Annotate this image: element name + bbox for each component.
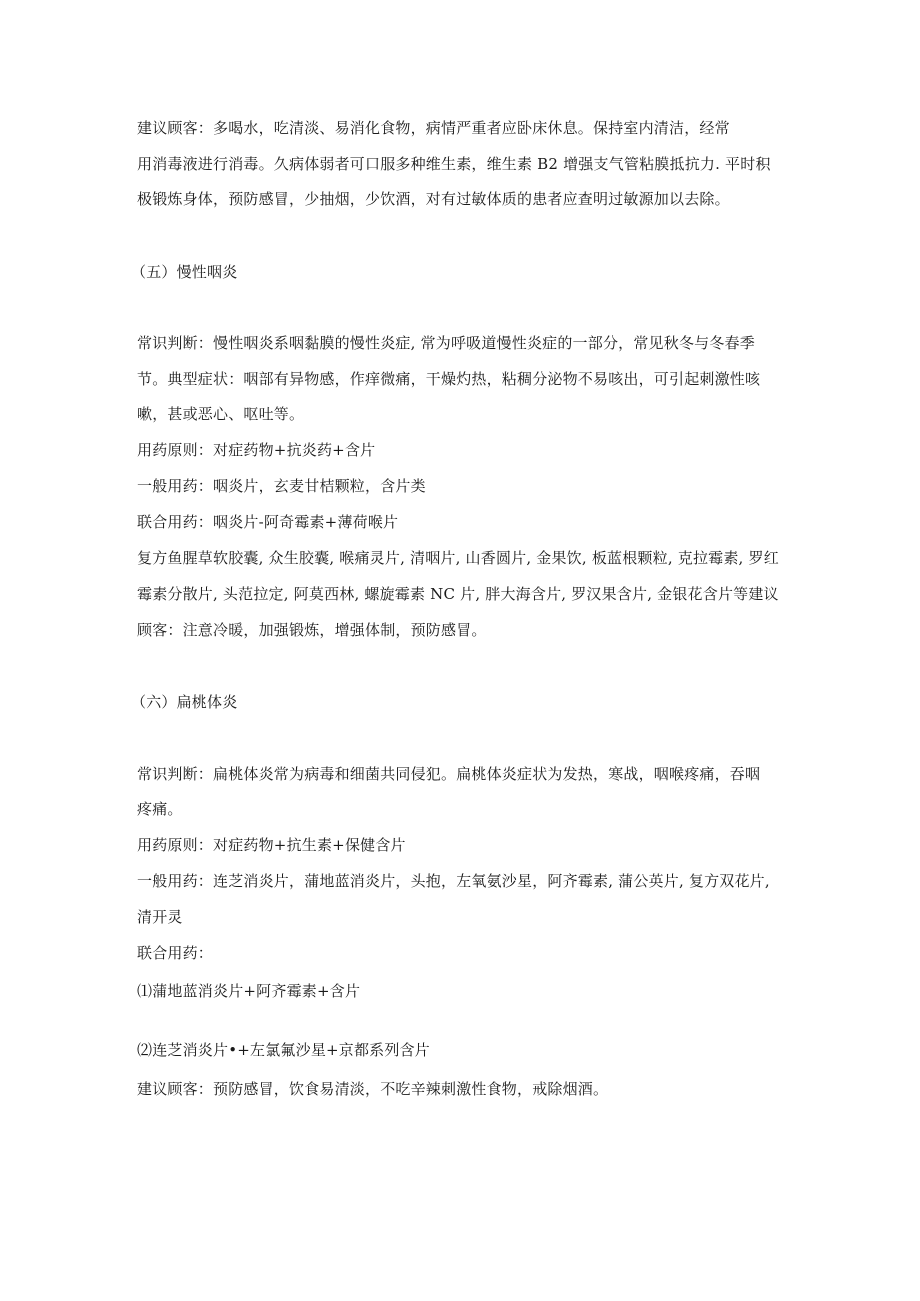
advice-line-3: 极锻炼身体，预防感冒，少抽烟，少饮酒，对有过敏体质的患者应查明过敏源加以去除。 bbox=[137, 190, 730, 208]
advice-line-1: 建议顾客：多喝水，吃清淡、易消化食物，病情严重者应卧床休息。保持室内清洁，经常 bbox=[137, 119, 730, 137]
section-heading-tonsillitis: （六）扁桃体炎 bbox=[131, 693, 238, 711]
combined-medication: 联合用药：咽炎片-阿奇霉素+薄荷喉片 bbox=[137, 513, 399, 531]
diagnosis-line-2: 疼痛。 bbox=[137, 800, 183, 818]
combined-medication-option-2: ⑵连芝消炎片•+左氯氟沙星+京都系列含片 bbox=[137, 1041, 430, 1059]
medication-principle: 用药原则：对症药物+抗生素+保健含片 bbox=[137, 836, 406, 854]
general-medication-line-1: 一般用药：连芝消炎片，蒲地蓝消炎片，头抱，左氧氨沙星，阿齐霉素, 蒲公英片, 复方双花片, bbox=[137, 872, 770, 890]
customer-advice: 建议顾客：预防感冒，饮食易清淡，不吃辛辣刺激性食物，戒除烟酒。 bbox=[137, 1080, 609, 1098]
general-medication: 一般用药：咽炎片，玄麦甘桔颗粒，含片类 bbox=[137, 477, 426, 495]
combined-medication-label: 联合用药： bbox=[137, 944, 214, 962]
section-heading-chronic-pharyngitis: （五）慢性咽炎 bbox=[131, 263, 238, 281]
general-medication-line-2: 清开灵 bbox=[137, 908, 183, 926]
other-medication-line-2: 霉素分散片, 头范拉定, 阿莫西林, 螺旋霉素 NC 片, 胖大海含片, 罗汉果含片, 金银花含片等建议 bbox=[137, 585, 779, 603]
combined-medication-option-1: ⑴蒲地蓝消炎片+阿齐霉素+含片 bbox=[137, 982, 361, 1000]
other-medication-line-3: 顾客：注意冷暖，加强锻炼，增强体制，预防感冒。 bbox=[137, 621, 487, 639]
medication-principle: 用药原则：对症药物+抗炎药+含片 bbox=[137, 441, 376, 459]
diagnosis-line-3: 嗽，甚或恶心、呕吐等。 bbox=[137, 405, 305, 423]
diagnosis-line-1: 常识判断：扁桃体炎常为病毒和细菌共同侵犯。扁桃体炎症状为发热，寒战，咽喉疼痛，吞咽 bbox=[137, 765, 761, 783]
diagnosis-line-1: 常识判断：慢性咽炎系咽黏膜的慢性炎症, 常为呼吸道慢性炎症的一部分，常见秋冬与冬春季 bbox=[137, 334, 755, 352]
diagnosis-line-2: 节。典型症状：咽部有异物感，作痒微痛，干燥灼热，粘稠分泌物不易咳出，可引起刺激性咳 bbox=[137, 370, 761, 388]
advice-line-2: 用消毒液进行消毒。久病体弱者可口服多种维生素，维生素 B2 增强支气管粘膜抵抗力. 平时积 bbox=[137, 155, 771, 173]
other-medication-line-1: 复方鱼腥草软胶囊, 众生胶囊, 喉痛灵片, 清咽片, 山香圆片, 金果饮, 板蓝根颗粒, 克拉霉素, 罗红 bbox=[137, 549, 779, 567]
